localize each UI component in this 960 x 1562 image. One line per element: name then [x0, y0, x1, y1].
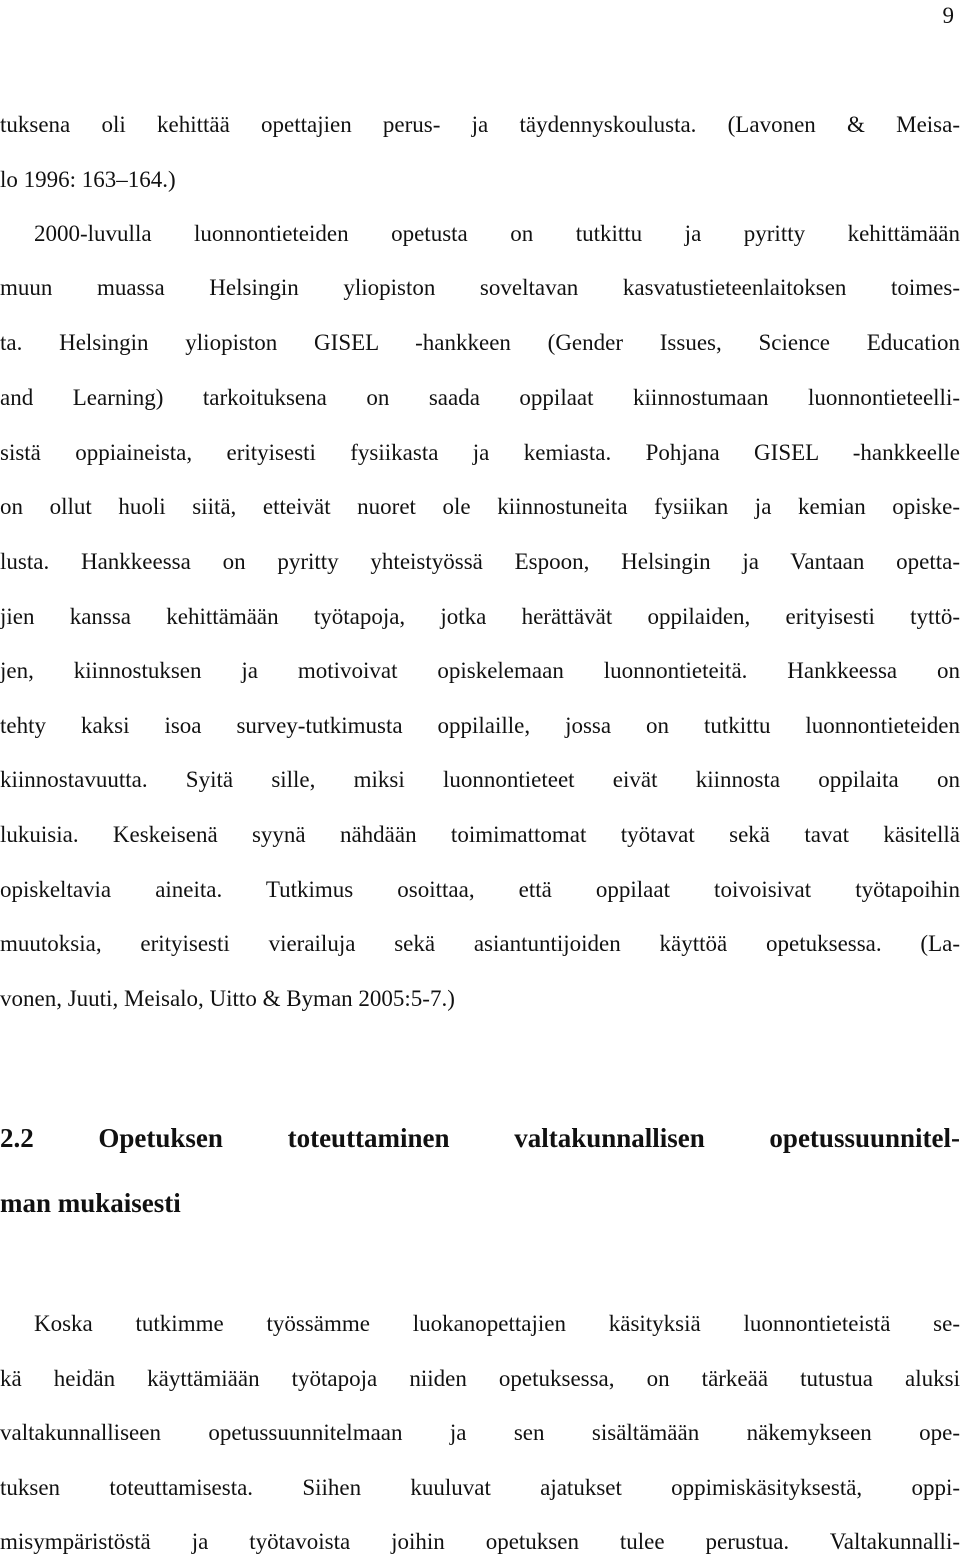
text-line: lo 1996: 163–164.) — [0, 167, 176, 192]
text-line: jen, kiinnostuksen ja motivoivat opiskelemaan luonnontieteitä. Hankkeessa on — [0, 658, 960, 683]
section-heading-line: 2.2 Opetuksen toteuttaminen valtakunnallisen opetussuunnitel- — [0, 1123, 960, 1153]
text-line: muun muassa Helsingin yliopiston soveltavan kasvatustieteenlaitoksen toimes- — [0, 275, 960, 300]
text-line: kä heidän käyttämiään työtapoja niiden opetuksessa, on tärkeää tutustua aluksi — [0, 1366, 960, 1391]
text-line: ta. Helsingin yliopiston GISEL -hankkeen (Gender Issues, Science Education — [0, 330, 960, 355]
text-line: tehty kaksi isoa survey-tutkimusta oppilaille, jossa on tutkittu luonnontieteiden — [0, 713, 960, 738]
text-line: 2000-luvulla luonnontieteiden opetusta on tutkittu ja pyritty kehittämään — [34, 221, 960, 246]
text-line: vonen, Juuti, Meisalo, Uitto & Byman 2005:5-7.) — [0, 986, 455, 1011]
text-line: opiskeltavia aineita. Tutkimus osoittaa, että oppilaat toivoisivat työtapoihin — [0, 877, 960, 902]
text-line: valtakunnalliseen opetussuunnitelmaan ja sen sisältämään näkemykseen ope- — [0, 1420, 960, 1445]
text-line: jien kanssa kehittämään työtapoja, jotka herättävät oppilaiden, erityisesti tyttö- — [0, 604, 960, 629]
text-line: tuksena oli kehittää opettajien perus- ja täydennyskoulusta. (Lavonen & Meisa- — [0, 112, 960, 137]
text-line: tuksen toteuttamisesta. Siihen kuuluvat ajatukset oppimiskäsityksestä, oppi- — [0, 1475, 960, 1500]
text-line: misympäristöstä ja työtavoista joihin opetuksen tulee perustua. Valtakunnalli- — [0, 1529, 960, 1554]
text-line: on ollut huoli siitä, etteivät nuoret ole kiinnostuneita fysiikan ja kemian opiske- — [0, 494, 960, 519]
page-number: 9 — [942, 3, 954, 28]
text-line: lusta. Hankkeessa on pyritty yhteistyössä Espoon, Helsingin ja Vantaan opetta- — [0, 549, 960, 574]
text-line: muutoksia, erityisesti vierailuja sekä asiantuntijoiden käyttöä opetuksessa. (La- — [0, 931, 960, 956]
text-line: kiinnostavuutta. Syitä sille, miksi luonnontieteet eivät kiinnosta oppilaita on — [0, 767, 960, 792]
text-line: and Learning) tarkoituksena on saada oppilaat kiinnostumaan luonnontieteelli- — [0, 385, 960, 410]
section-heading-line: man mukaisesti — [0, 1188, 181, 1218]
text-line: sistä oppiaineista, erityisesti fysiikasta ja kemiasta. Pohjana GISEL -hankkeelle — [0, 440, 960, 465]
text-line: Koska tutkimme työssämme luokanopettajien käsityksiä luonnontieteistä se- — [34, 1311, 960, 1336]
text-line: lukuisia. Keskeisenä syynä nähdään toimimattomat työtavat sekä tavat käsitellä — [0, 822, 960, 847]
